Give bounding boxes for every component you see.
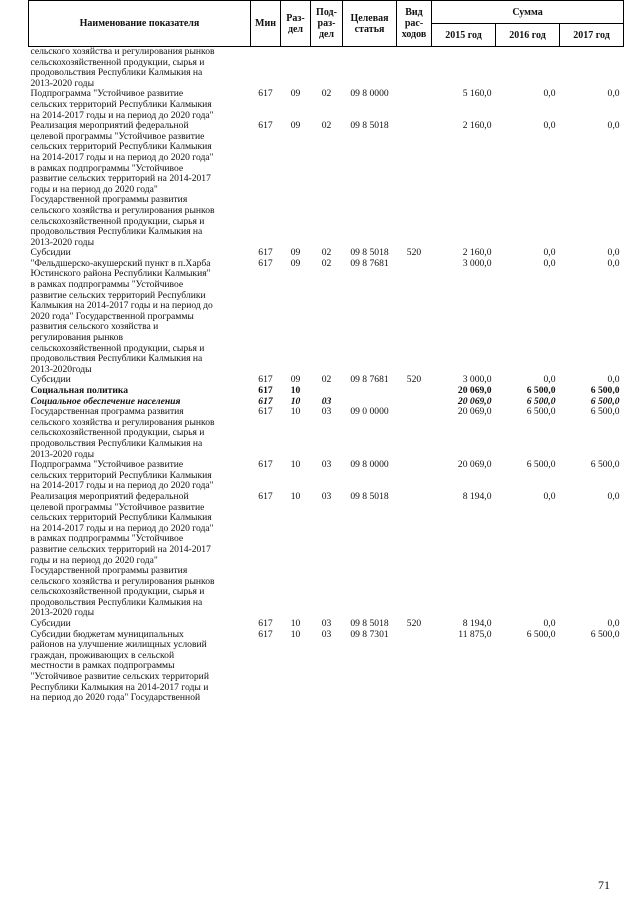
row-ministry: 617 xyxy=(258,385,273,396)
row-sum-2015: 20 069,0 xyxy=(457,406,492,418)
row-sum-2016: 0,0 xyxy=(543,247,556,259)
table-row xyxy=(29,89,624,121)
row-ministry: 617 xyxy=(258,459,273,471)
row-expense-type xyxy=(397,259,432,376)
row-ministry: 617 xyxy=(258,374,273,386)
row-sum-2017: 0,0 xyxy=(607,120,620,132)
row-section: 09 xyxy=(290,247,301,259)
row-section: 10 xyxy=(290,618,301,630)
row-sum-2017: 6 500,0 xyxy=(590,459,620,471)
row-subsection xyxy=(311,47,343,90)
row-section: 10 xyxy=(290,385,301,396)
row-name: "Фельдшерско-акушерский пункт в п.Харба Юстинского района Республики Калмыкия" в рамках подпрограммы "Устойчивое развитие сельских территорий Республики Калмыкия на 2014-2017 годы и на период до 2020 года" Государственной программы развития сельского хозяйства и регулирования рынков сельскохозяйственной продукции, сырья и продовольствия Республики Калмыкия на 2013-2020годы xyxy=(30,257,213,375)
row-sum-2015: 2 160,0 xyxy=(462,120,492,132)
row-sum-2016: 0,0 xyxy=(543,257,556,269)
row-expense-type: 520 xyxy=(406,374,422,386)
row-name: сельского хозяйства и регулирования рынков сельскохозяйственной продукции, сырья и продовольствия Республики Калмыкия на 2013-2020 годы xyxy=(30,46,215,89)
row-subsection: 03 xyxy=(321,618,332,630)
row-sum-2017: 0,0 xyxy=(607,618,620,630)
row-subsection: 03 xyxy=(321,490,332,502)
budget-table xyxy=(28,0,624,704)
row-target-article: 09 0 0000 xyxy=(350,406,389,418)
header-name: Наименование показателя xyxy=(29,1,251,47)
row-sum-2016: 6 500,0 xyxy=(526,385,556,396)
row-ministry: 617 xyxy=(258,618,273,630)
row-expense-type xyxy=(397,460,432,492)
header-section: Раз- дел xyxy=(281,1,311,47)
table-row xyxy=(29,630,624,704)
row-ministry xyxy=(251,47,281,90)
row-sum-2015: 8 194,0 xyxy=(462,618,492,630)
row-name: Государственная программа развития сельского хозяйства и регулирования рынков сельскохозяйственной продукции, сырья и продовольствия Республики Калмыкия на 2013-2020 годы xyxy=(30,406,215,460)
row-target-article xyxy=(343,47,397,90)
header-target-article: Целевая статья xyxy=(343,1,397,47)
row-expense-type xyxy=(397,397,432,408)
table-row xyxy=(29,259,624,376)
row-name: Реализация мероприятий федеральной целевой программы "Устойчивое развитие сельских территорий Республики Калмыкия на 2014-2017 годы и на период до 2020 года" в рамках подпрограммы "Устойчивое развитие сельских территорий на 2014-2017 годы и на период до 2020 года" Государственной программы развития сельского хозяйства и регулирования рынков сельскохозяйственной продукции, сырья и продовольствия Республики Калмыкия на 2013-2020 годы xyxy=(30,120,215,248)
row-expense-type xyxy=(397,89,432,121)
header-sum: Сумма xyxy=(432,1,624,24)
row-sum-2015: 11 875,0 xyxy=(458,628,492,640)
row-target-article: 09 8 0000 xyxy=(350,88,389,100)
table-row xyxy=(29,460,624,492)
row-sum-2015: 2 160,0 xyxy=(462,247,492,259)
row-section xyxy=(281,47,311,90)
row-sum-2016: 6 500,0 xyxy=(526,459,556,471)
row-subsection: 03 xyxy=(321,628,332,640)
row-sum-2017: 0,0 xyxy=(607,247,620,259)
row-subsection: 02 xyxy=(321,247,332,259)
row-subsection: 02 xyxy=(321,374,332,386)
row-name: Подпрограмма "Устойчивое развитие сельских территорий Республики Калмыкия на 2014-2017 годы и на период до 2020 года" xyxy=(30,88,214,121)
row-section: 09 xyxy=(290,88,301,100)
budget-page xyxy=(28,0,623,704)
row-expense-type xyxy=(397,630,432,704)
row-section: 09 xyxy=(290,120,301,132)
row-section: 10 xyxy=(290,490,301,502)
row-sum-2016: 0,0 xyxy=(543,120,556,132)
row-sum-2017: 6 500,0 xyxy=(590,395,620,407)
row-target-article: 09 8 5018 xyxy=(350,490,389,502)
row-name: Субсидии xyxy=(30,247,71,259)
row-target-article: 09 8 5018 xyxy=(350,120,389,132)
table-header xyxy=(29,1,624,47)
row-ministry: 617 xyxy=(258,490,273,502)
row-target-article: 09 8 5018 xyxy=(350,618,389,630)
table-row xyxy=(29,492,624,619)
header-ministry: Мин xyxy=(251,1,281,47)
row-sum-2017: 0,0 xyxy=(607,88,620,100)
row-target-article: 09 8 7681 xyxy=(350,257,389,269)
row-sum-2015: 20 069,0 xyxy=(457,395,492,407)
table-row xyxy=(29,386,624,397)
row-name: Субсидии xyxy=(30,374,71,386)
row-ministry: 617 xyxy=(258,257,273,269)
row-target-article xyxy=(343,386,397,397)
row-sum-2016: 0,0 xyxy=(543,490,556,502)
header-year-2015: 2015 год xyxy=(432,24,496,47)
row-expense-type: 520 xyxy=(406,247,422,259)
row-sum-2016: 6 500,0 xyxy=(526,406,556,418)
row-ministry: 617 xyxy=(258,406,273,418)
row-sum-2015: 20 069,0 xyxy=(457,385,492,396)
header-year-2016: 2016 год xyxy=(496,24,560,47)
table-body xyxy=(29,47,624,704)
row-ministry: 617 xyxy=(258,120,273,132)
row-target-article: 09 8 7681 xyxy=(350,374,389,386)
row-sum-2015: 3 000,0 xyxy=(462,257,492,269)
row-subsection: 03 xyxy=(321,459,332,471)
row-ministry: 617 xyxy=(258,247,273,259)
row-subsection: 02 xyxy=(321,257,332,269)
table-row xyxy=(29,121,624,248)
row-expense-type xyxy=(397,492,432,619)
row-sum-2016: 6 500,0 xyxy=(526,628,556,640)
row-subsection xyxy=(311,386,343,397)
row-sum-2015: 3 000,0 xyxy=(462,374,492,386)
row-sum-2017: 6 500,0 xyxy=(590,406,620,418)
row-expense-type: 520 xyxy=(406,618,422,630)
row-sum-2017: 0,0 xyxy=(607,374,620,386)
row-name: Субсидии xyxy=(30,618,71,630)
row-expense-type xyxy=(397,407,432,460)
row-sum-2016: 0,0 xyxy=(543,618,556,630)
row-subsection: 03 xyxy=(321,395,332,407)
header-expense-type: Вид рас- ходов xyxy=(397,1,432,47)
row-name: Реализация мероприятий федеральной целевой программы "Устойчивое развитие сельских территорий Республики Калмыкия на 2014-2017 годы и на период до 2020 года" в рамках подпрограммы "Устойчивое развитие сельских территорий на 2014-2017 годы и на период до 2020 года" Государственной программы развития сельского хозяйства и регулирования рынков сельскохозяйственной продукции, сырья и продовольствия Республики Калмыкия на 2013-2020 годы xyxy=(30,490,215,619)
row-sum-2017: 6 500,0 xyxy=(590,628,620,640)
table-row xyxy=(29,407,624,460)
row-section: 10 xyxy=(290,406,301,418)
table-row xyxy=(29,47,624,90)
row-section: 10 xyxy=(290,628,301,640)
row-ministry: 617 xyxy=(258,88,273,100)
row-sum-2015: 5 160,0 xyxy=(462,88,492,100)
row-sum-2017 xyxy=(560,47,624,90)
row-subsection: 02 xyxy=(321,120,332,132)
row-sum-2017: 0,0 xyxy=(607,257,620,269)
row-target-article: 09 8 0000 xyxy=(350,459,389,471)
page-number: 71 xyxy=(598,878,610,892)
row-target-article: 09 8 5018 xyxy=(350,247,389,259)
row-name: Социальное обеспечение населения xyxy=(30,395,181,407)
row-ministry: 617 xyxy=(258,395,273,407)
row-section: 09 xyxy=(290,257,301,269)
header-subsection: Под- раз- дел xyxy=(311,1,343,47)
row-expense-type xyxy=(397,386,432,397)
row-sum-2017: 6 500,0 xyxy=(590,385,620,396)
row-name: Подпрограмма "Устойчивое развитие сельских территорий Республики Калмыкия на 2014-2017 годы и на период до 2020 года" xyxy=(30,459,214,492)
row-expense-type xyxy=(397,47,432,90)
row-sum-2016: 0,0 xyxy=(543,88,556,100)
row-subsection: 02 xyxy=(321,88,332,100)
row-section: 09 xyxy=(290,374,301,386)
row-section: 10 xyxy=(290,459,301,471)
row-sum-2016: 0,0 xyxy=(543,374,556,386)
row-sum-2016 xyxy=(496,47,560,90)
row-sum-2015 xyxy=(432,47,496,90)
row-name: Субсидии бюджетам муниципальных районов на улучшение жилищных условий граждан, проживающих в сельской местности в рамках подпрограммы "Устойчивое развитие сельских территорий Республики Калмыкия на 2014-2017 годы и на период до 2020 года" Государственной xyxy=(30,628,209,704)
header-year-2017: 2017 год xyxy=(560,24,624,47)
row-section: 10 xyxy=(290,395,301,407)
row-sum-2015: 8 194,0 xyxy=(462,490,492,502)
row-target-article: 09 8 7301 xyxy=(350,628,389,640)
row-sum-2015: 20 069,0 xyxy=(457,459,492,471)
row-expense-type xyxy=(397,121,432,248)
row-sum-2017: 0,0 xyxy=(607,490,620,502)
row-name: Социальная политика xyxy=(30,385,129,396)
row-sum-2016: 6 500,0 xyxy=(526,395,556,407)
row-ministry: 617 xyxy=(258,628,273,640)
row-subsection: 03 xyxy=(321,406,332,418)
